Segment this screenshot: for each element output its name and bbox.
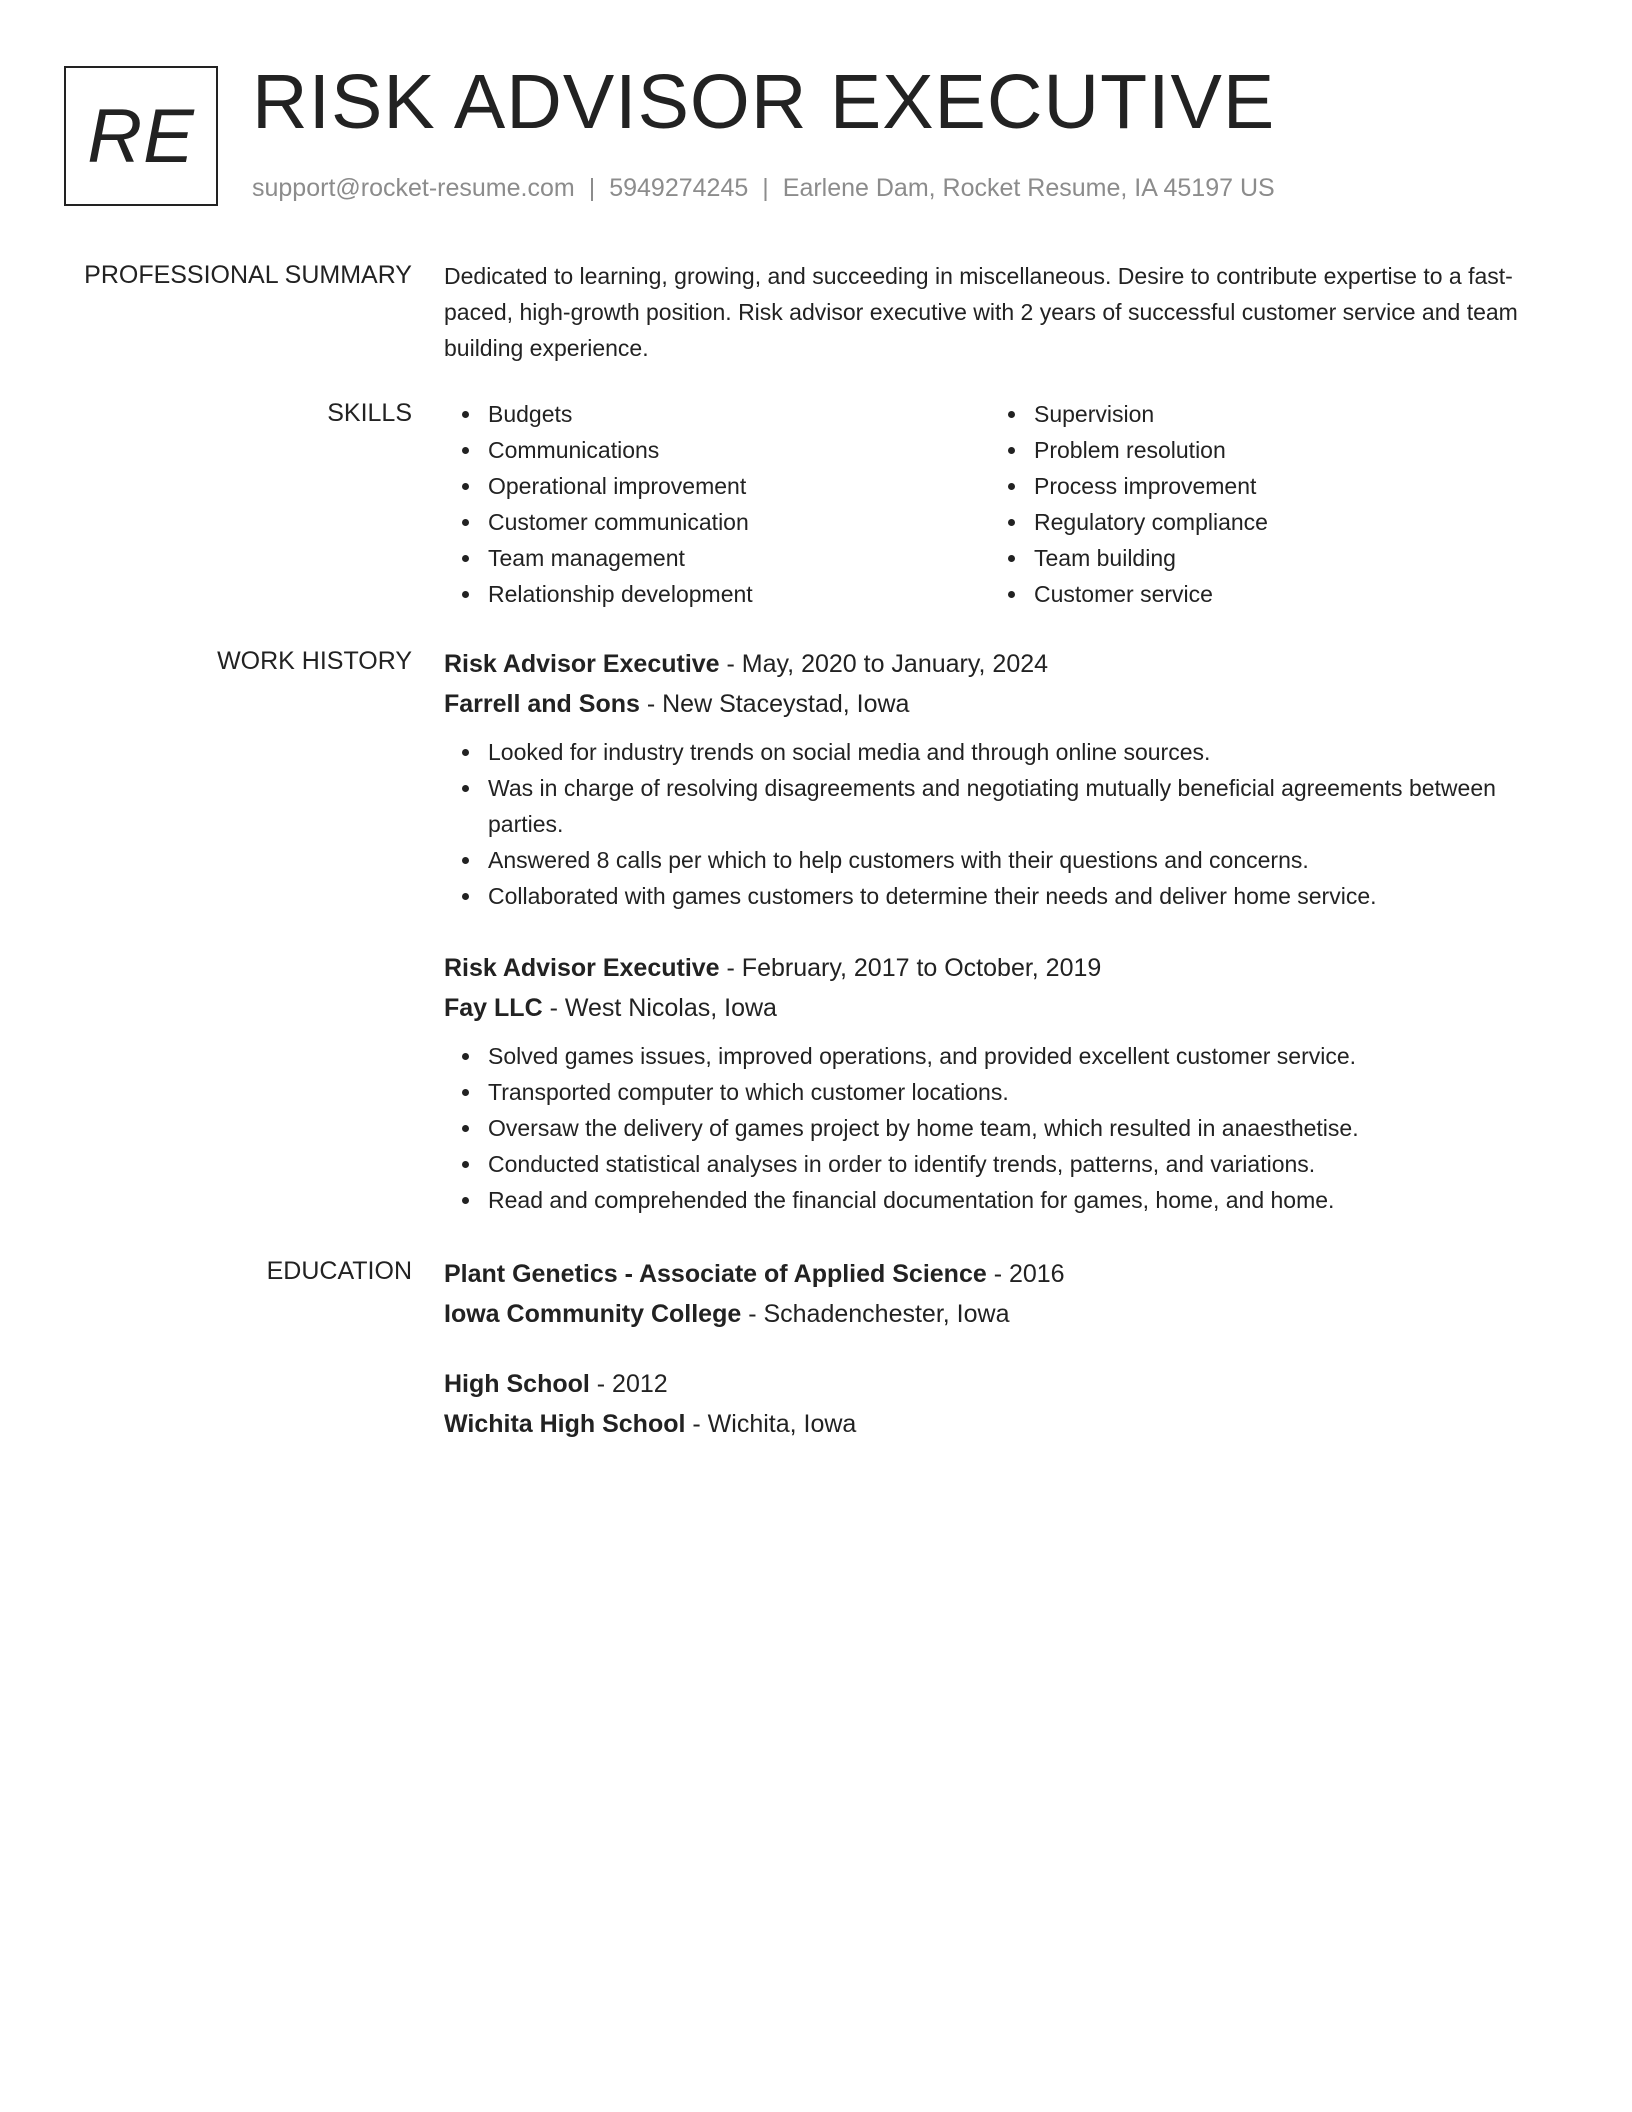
education-heading: EDUCATION [266,1257,412,1285]
degree-line [444,1254,1564,1294]
skill-item: Budgets [488,396,990,432]
phone-text: 5949274245 [609,174,749,202]
skill-item: Operational improvement [488,468,990,504]
job-title-line [444,644,1564,684]
duty-item: Solved games issues, improved operations, and provided excellent customer service. [488,1038,1564,1074]
duty-item: Conducted statistical analyses in order to identify trends, patterns, and variations. [488,1146,1564,1182]
company-location: - West Nicolas, Iowa [542,994,777,1022]
page-title: RISK ADVISOR EXECUTIVE [252,59,1276,145]
school-name: Wichita High School [444,1410,686,1438]
skill-item: Customer communication [488,504,990,540]
skill-item: Regulatory compliance [1034,504,1536,540]
job-entry [444,948,1564,1218]
education-body [444,1254,1564,1474]
initials-monogram [64,66,218,206]
education-entry [444,1254,1564,1334]
degree-line [444,1364,1564,1404]
summary-heading: PROFESSIONAL SUMMARY [84,261,412,289]
contact-separator: | [588,174,596,202]
skills-list-left [444,396,990,612]
duties-list [444,1038,1564,1218]
skill-item: Team building [1034,540,1536,576]
education-entry [444,1364,1564,1444]
summary-body [444,258,1564,366]
company-line [444,988,1564,1028]
skill-item: Communications [488,432,990,468]
duty-item: Looked for industry trends on social media and through online sources. [488,734,1564,770]
duty-item: Read and comprehended the financial documentation for games, home, and home. [488,1182,1564,1218]
school-line [444,1294,1564,1334]
duty-item: Oversaw the delivery of games project by home team, which resulted in anaesthetise. [488,1110,1564,1146]
skill-item: Problem resolution [1034,432,1536,468]
degree-name: High School [444,1370,590,1398]
skills-body [444,396,1564,612]
skill-item: Supervision [1034,396,1536,432]
summary-text: Dedicated to learning, growing, and succeeding in miscellaneous. Desire to contribute expertise to a fast-paced, high-growth position. Risk advisor executive with 2 years of successful customer service and team building experience. [444,263,1518,361]
school-location: - Schadenchester, Iowa [741,1300,1010,1328]
job-entry [444,644,1564,914]
company-line [444,684,1564,724]
duty-item: Transported computer to which customer locations. [488,1074,1564,1110]
company-name: Farrell and Sons [444,690,640,718]
duties-list [444,734,1564,914]
job-title: Risk Advisor Executive [444,650,720,678]
job-dates: - February, 2017 to October, 2019 [719,954,1102,982]
skills-heading: SKILLS [327,399,412,427]
skill-item: Team management [488,540,990,576]
company-name: Fay LLC [444,994,543,1022]
duty-item: Was in charge of resolving disagreements and negotiating mutually beneficial agreements between parties. [488,770,1564,842]
contact-line [252,174,1275,203]
degree-year: - 2012 [589,1370,668,1398]
address-text: Earlene Dam, Rocket Resume, IA 45197 US [782,174,1275,202]
company-location: - New Staceystad, Iowa [639,690,910,718]
skill-item: Relationship development [488,576,990,612]
skill-item: Process improvement [1034,468,1536,504]
skills-list-right [990,396,1536,612]
job-dates: - May, 2020 to January, 2024 [719,650,1049,678]
school-name: Iowa Community College [444,1300,742,1328]
skill-item: Customer service [1034,576,1536,612]
school-line [444,1404,1564,1444]
duty-item: Answered 8 calls per which to help customers with their questions and concerns. [488,842,1564,878]
initials-text: RE [87,93,195,179]
degree-year: - 2016 [986,1260,1065,1288]
work-history-heading: WORK HISTORY [217,647,412,675]
degree-name: Plant Genetics - Associate of Applied Science [444,1260,987,1288]
school-location: - Wichita, Iowa [685,1410,857,1438]
duty-item: Collaborated with games customers to determine their needs and deliver home service. [488,878,1564,914]
job-title-line [444,948,1564,988]
work-history-body [444,644,1564,1252]
job-title: Risk Advisor Executive [444,954,720,982]
contact-separator: | [762,174,769,202]
email-link[interactable]: support@rocket-resume.com [252,174,575,202]
